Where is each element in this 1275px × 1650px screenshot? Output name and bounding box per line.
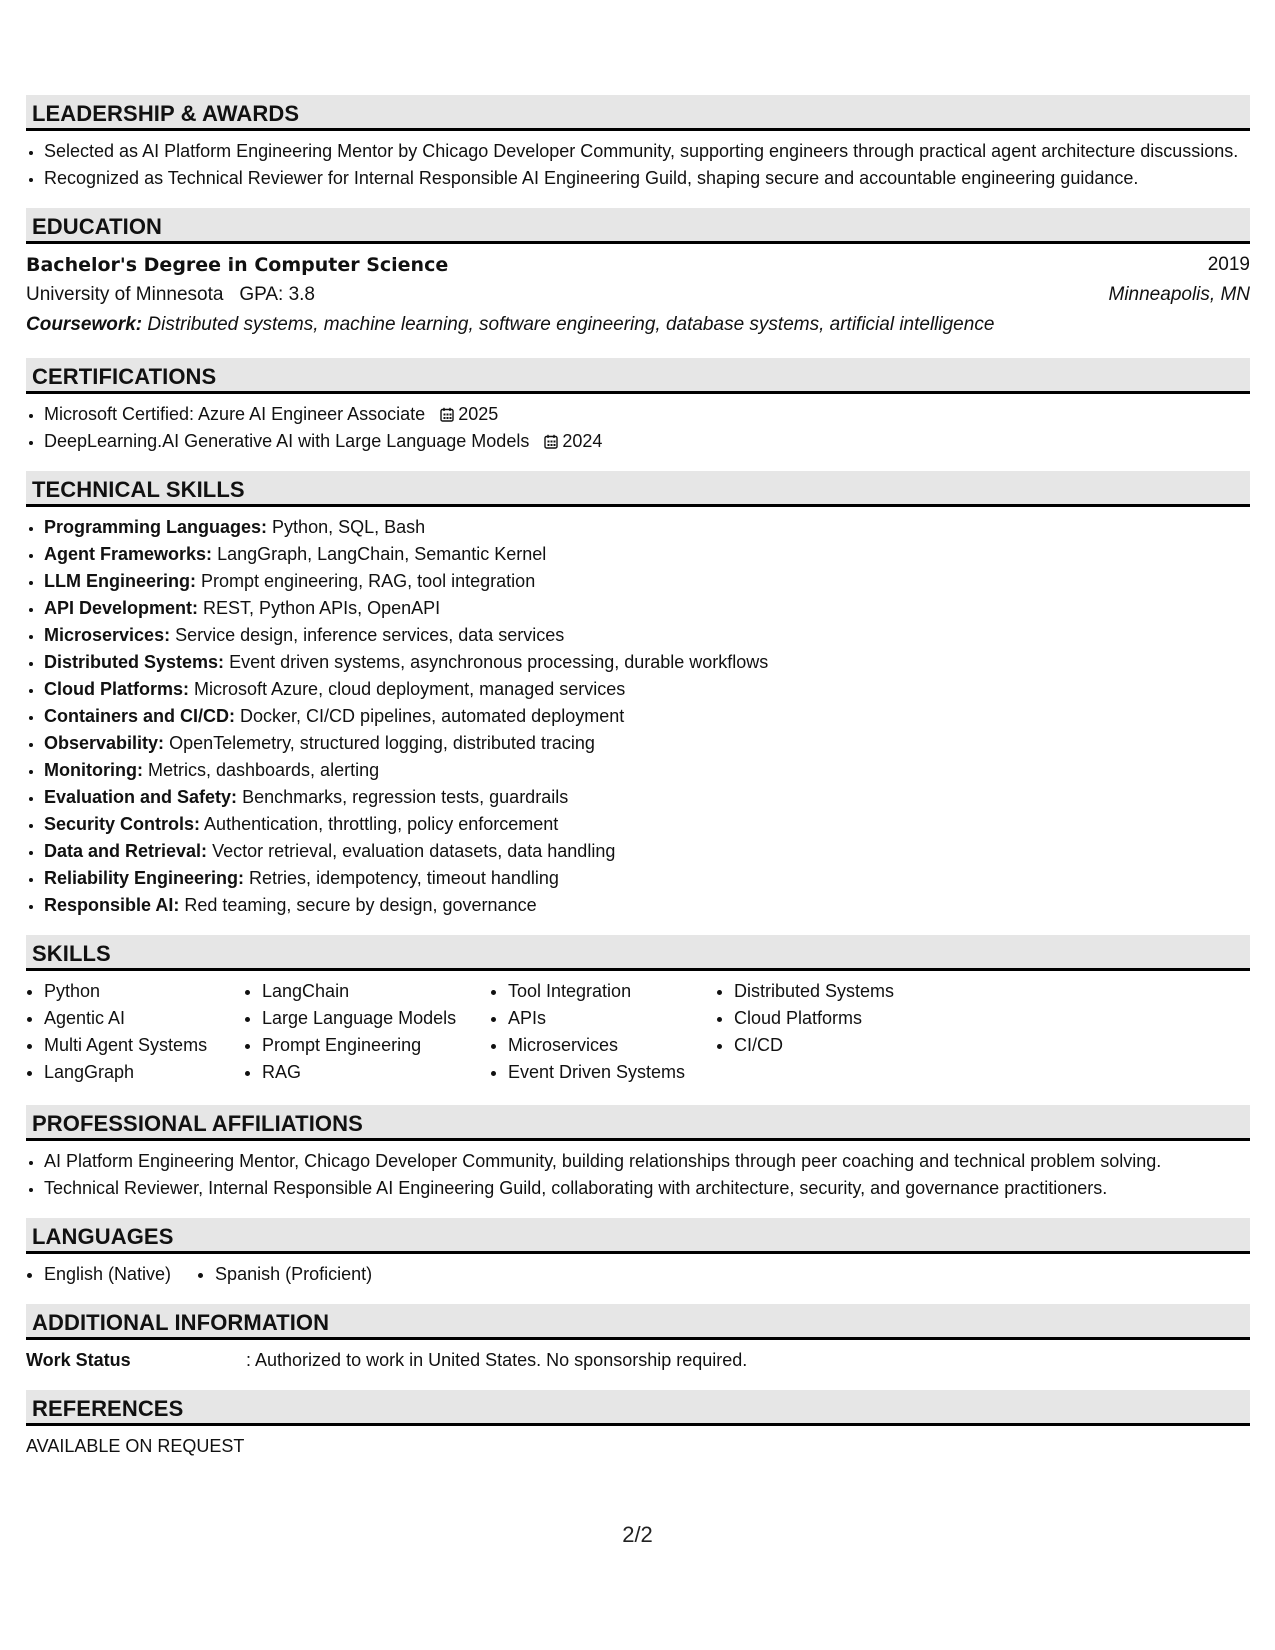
coursework: [26, 310, 1250, 340]
work-status-value: : Authorized to work in United States. No sponsorship required.: [246, 1350, 748, 1370]
skill-value: Authentication, throttling, policy enforcement: [204, 814, 559, 834]
list-item: [44, 812, 1250, 836]
skill-label: Microservices:: [44, 625, 171, 645]
coursework-text: Distributed systems, machine learning, software engineering, database systems, artificial intelligence: [147, 314, 995, 335]
skill-item: • Large Language Models: [262, 1006, 490, 1030]
section-header-additional-info: ADDITIONAL INFORMATION: [26, 1304, 1250, 1340]
list-item: [44, 785, 1250, 809]
skill-label: Security Controls:: [44, 814, 201, 834]
gpa: GPA: 3.8: [239, 284, 315, 305]
page-number: 2/2: [622, 1522, 653, 1547]
certification-name: DeepLearning.AI Generative AI with Large Language Models: [44, 431, 530, 451]
certification-item: [44, 429, 1250, 453]
skill-value: REST, Python APIs, OpenAPI: [203, 598, 441, 618]
skill-label: Data and Retrieval:: [44, 841, 208, 861]
skill-value: Service design, inference services, data services: [175, 625, 565, 645]
skill-label: Evaluation and Safety:: [44, 787, 238, 807]
skill-label: API Development:: [44, 598, 199, 618]
list-item: [44, 623, 1250, 647]
skill-value: Microsoft Azure, cloud deployment, managed services: [194, 679, 626, 699]
language-item: • English (Native): [44, 1262, 171, 1286]
certifications-list: [26, 402, 1250, 453]
degree-title: Bachelor's Degree in Computer Science: [26, 254, 449, 276]
list-item: • AI Platform Engineering Mentor, Chicago Developer Community, building relationships through peer coaching and technical problem solving.: [44, 1149, 1250, 1173]
skill-item: • Tool Integration: [508, 979, 716, 1003]
skill-value: Benchmarks, regression tests, guardrails: [242, 787, 569, 807]
skill-item: • Event Driven Systems: [508, 1060, 716, 1084]
list-item: [44, 839, 1250, 863]
section-header-certifications: CERTIFICATIONS: [26, 358, 1250, 394]
list-item: • Technical Reviewer, Internal Responsible AI Engineering Guild, collaborating with architecture, security, and governance practitioners.: [44, 1176, 1250, 1200]
list-item: [44, 677, 1250, 701]
skill-value: Red teaming, secure by design, governance: [184, 895, 537, 915]
affiliations-list: [26, 1149, 1250, 1200]
skill-label: Observability:: [44, 733, 165, 753]
section-header-references: REFERENCES: [26, 1390, 1250, 1426]
work-status-row: [26, 1348, 1250, 1372]
skill-value: Vector retrieval, evaluation datasets, data handling: [212, 841, 616, 861]
skill-item: • Distributed Systems: [734, 979, 1034, 1003]
list-item: [44, 731, 1250, 755]
list-item: [44, 758, 1250, 782]
calendar-icon: [544, 434, 558, 449]
skill-value: OpenTelemetry, structured logging, distributed tracing: [169, 733, 595, 753]
skill-item: • CI/CD: [734, 1033, 1034, 1057]
skills-column: [490, 979, 716, 1087]
skill-label: Agent Frameworks:: [44, 544, 213, 564]
section-header-technical-skills: TECHNICAL SKILLS: [26, 471, 1250, 507]
skill-label: Containers and CI/CD:: [44, 706, 236, 726]
skill-label: Cloud Platforms:: [44, 679, 190, 699]
skill-item: • LangGraph: [44, 1060, 244, 1084]
list-item: [44, 650, 1250, 674]
skill-value: Python, SQL, Bash: [272, 517, 426, 537]
skills-column: [244, 979, 490, 1087]
technical-skills-list: [26, 515, 1250, 917]
skills-column: [716, 979, 1034, 1087]
language-item: • Spanish (Proficient): [215, 1262, 372, 1286]
certification-year: 2025: [458, 404, 499, 424]
skill-value: Retries, idempotency, timeout handling: [249, 868, 559, 888]
list-item: [44, 569, 1250, 593]
list-item: [44, 542, 1250, 566]
skill-value: Event driven systems, asynchronous processing, durable workflows: [229, 652, 769, 672]
section-header-languages: LANGUAGES: [26, 1218, 1250, 1254]
skill-item: • Microservices: [508, 1033, 716, 1057]
section-header-affiliations: PROFESSIONAL AFFILIATIONS: [26, 1105, 1250, 1141]
skill-value: Prompt engineering, RAG, tool integration: [201, 571, 536, 591]
list-item: [44, 893, 1250, 917]
coursework-label: Coursework:: [26, 314, 143, 335]
section-header-skills: SKILLS: [26, 935, 1250, 971]
skill-value: Metrics, dashboards, alerting: [147, 760, 380, 780]
skill-item: • Cloud Platforms: [734, 1006, 1034, 1030]
list-item: • Selected as AI Platform Engineering Mentor by Chicago Developer Community, supporting engineers through practical agent architecture discussions.: [44, 139, 1250, 163]
list-item: • Recognized as Technical Reviewer for Internal Responsible AI Engineering Guild, shaping secure and accountable engineering guidance.: [44, 166, 1250, 190]
resume-page: [26, 95, 1250, 1458]
skill-item: • LangChain: [262, 979, 490, 1003]
education-entry: [26, 250, 1250, 340]
school-name: University of Minnesota: [26, 284, 224, 305]
certification-item: [44, 402, 1250, 426]
skill-label: Programming Languages:: [44, 517, 268, 537]
skill-item: • Multi Agent Systems: [44, 1033, 244, 1057]
work-status-label: Work Status: [26, 1350, 131, 1370]
section-header-leadership: LEADERSHIP & AWARDS: [26, 95, 1250, 131]
skill-label: LLM Engineering:: [44, 571, 196, 591]
languages-list: [26, 1262, 1250, 1286]
section-header-education: EDUCATION: [26, 208, 1250, 244]
skill-label: Responsible AI:: [44, 895, 180, 915]
references-text: AVAILABLE ON REQUEST: [26, 1436, 245, 1456]
skill-label: Monitoring:: [44, 760, 143, 780]
list-item: [44, 866, 1250, 890]
leadership-list: [26, 139, 1250, 190]
skill-label: Reliability Engineering:: [44, 868, 245, 888]
skill-item: • Prompt Engineering: [262, 1033, 490, 1057]
calendar-icon: [440, 407, 454, 422]
skill-value: LangGraph, LangChain, Semantic Kernel: [217, 544, 547, 564]
certification-year: 2024: [562, 431, 603, 451]
list-item: [44, 515, 1250, 539]
list-item: [44, 704, 1250, 728]
school-line: [26, 280, 315, 310]
skill-label: Distributed Systems:: [44, 652, 225, 672]
skill-value: Docker, CI/CD pipelines, automated deployment: [240, 706, 625, 726]
school-location: Minneapolis, MN: [1108, 284, 1250, 305]
graduation-year: 2019: [1207, 254, 1250, 275]
skills-grid: [26, 979, 1250, 1087]
list-item: [44, 596, 1250, 620]
skill-item: • Python: [44, 979, 244, 1003]
certification-name: Microsoft Certified: Azure AI Engineer Associate: [44, 404, 426, 424]
skill-item: • RAG: [262, 1060, 490, 1084]
skill-item: • Agentic AI: [44, 1006, 244, 1030]
skills-column: [26, 979, 244, 1087]
skill-item: • APIs: [508, 1006, 716, 1030]
